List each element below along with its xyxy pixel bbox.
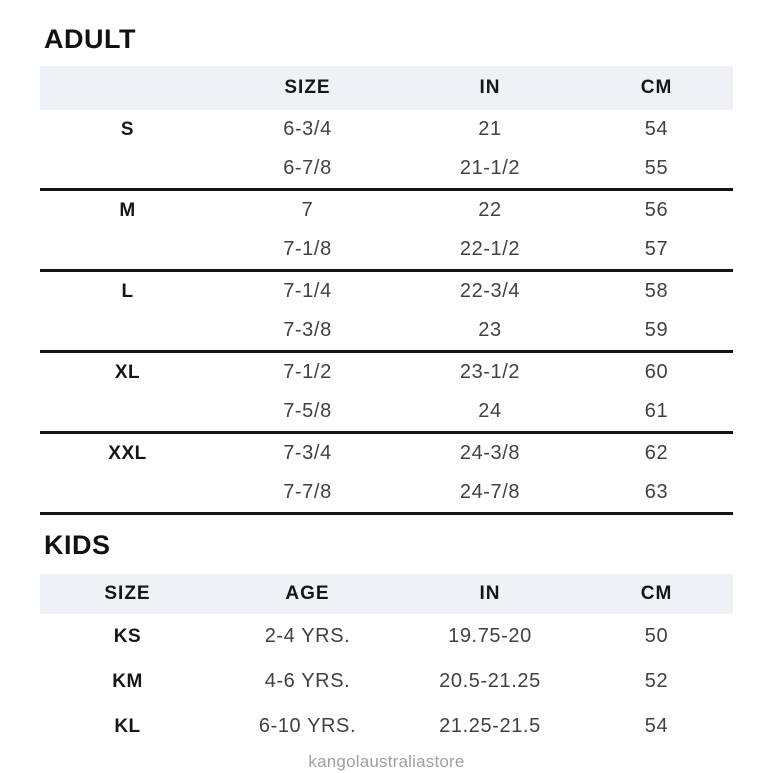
table-row (40, 311, 733, 350)
size-label-cell: M (119, 199, 136, 221)
value-cell: 21.25-21.5 (439, 715, 541, 737)
value-cell: 22 (478, 199, 502, 221)
value-cell: 20.5-21.25 (439, 670, 541, 692)
value-cell: 6-7/8 (283, 157, 332, 179)
adult-header-cm: CM (640, 77, 673, 98)
adult-size-table (40, 66, 733, 515)
value-cell: 7-1/4 (283, 280, 332, 302)
value-cell: 54 (644, 118, 669, 140)
value-cell: 60 (644, 361, 669, 383)
table-row (40, 353, 733, 392)
adult-size-group (40, 272, 733, 353)
kids-header-age: AGE (285, 583, 330, 604)
size-label-cell: KS (113, 625, 142, 647)
adult-size-group (40, 110, 733, 191)
table-row (40, 191, 733, 230)
value-cell: 6-3/4 (283, 118, 332, 140)
value-cell: 63 (644, 481, 669, 503)
size-label-cell: KL (114, 715, 141, 737)
value-cell: 22-3/4 (459, 280, 521, 302)
value-cell: 24-7/8 (459, 481, 521, 503)
adult-table-header-row (40, 66, 733, 110)
table-row (40, 149, 733, 188)
kids-table-body (40, 614, 733, 749)
size-label-cell: KM (112, 670, 143, 692)
table-row (40, 434, 733, 473)
value-cell: 24 (478, 400, 502, 422)
adult-header-size: SIZE (284, 77, 331, 98)
value-cell: 21-1/2 (459, 157, 521, 179)
value-cell: 57 (644, 238, 669, 260)
value-cell: 21 (478, 118, 502, 140)
kids-size-table (40, 574, 733, 749)
value-cell: 19.75-20 (448, 625, 532, 647)
value-cell: 52 (644, 670, 669, 692)
value-cell: 23 (478, 319, 502, 341)
size-label-cell: XXL (108, 442, 147, 464)
value-cell: 7-5/8 (283, 400, 332, 422)
table-row (40, 659, 733, 704)
table-row (40, 704, 733, 749)
value-cell: 61 (644, 400, 669, 422)
size-label-cell: S (120, 118, 135, 140)
table-row (40, 392, 733, 431)
kids-header-cm: CM (640, 583, 673, 604)
table-row (40, 110, 733, 149)
value-cell: 56 (644, 199, 669, 221)
store-watermark: kangolaustraliastore (308, 752, 465, 771)
adult-section-heading: ADULT (44, 24, 136, 54)
kids-header-in: IN (479, 583, 501, 604)
value-cell: 7-1/8 (283, 238, 332, 260)
value-cell: 22-1/2 (459, 238, 521, 260)
value-cell: 7-7/8 (283, 481, 332, 503)
kids-header-size: SIZE (104, 583, 151, 604)
value-cell: 7 (301, 199, 314, 221)
table-row (40, 473, 733, 512)
value-cell: 59 (644, 319, 669, 341)
table-row (40, 272, 733, 311)
adult-size-group (40, 353, 733, 434)
size-label-cell: L (121, 280, 134, 302)
value-cell: 6-10 YRS. (258, 715, 357, 737)
table-row (40, 230, 733, 269)
value-cell: 7-3/8 (283, 319, 332, 341)
kids-table-header-row (40, 574, 733, 614)
value-cell: 54 (644, 715, 669, 737)
value-cell: 4-6 YRS. (264, 670, 351, 692)
adult-size-group (40, 191, 733, 272)
value-cell: 23-1/2 (459, 361, 521, 383)
value-cell: 62 (644, 442, 669, 464)
table-row (40, 614, 733, 659)
value-cell: 58 (644, 280, 669, 302)
size-label-cell: XL (114, 361, 141, 383)
value-cell: 7-3/4 (283, 442, 332, 464)
value-cell: 50 (644, 625, 669, 647)
value-cell: 55 (644, 157, 669, 179)
value-cell: 2-4 YRS. (264, 625, 351, 647)
adult-size-group (40, 434, 733, 515)
value-cell: 24-3/8 (459, 442, 521, 464)
value-cell: 7-1/2 (283, 361, 332, 383)
kids-section-heading: KIDS (44, 530, 111, 560)
adult-table-body (40, 110, 733, 515)
adult-header-in: IN (479, 77, 501, 98)
